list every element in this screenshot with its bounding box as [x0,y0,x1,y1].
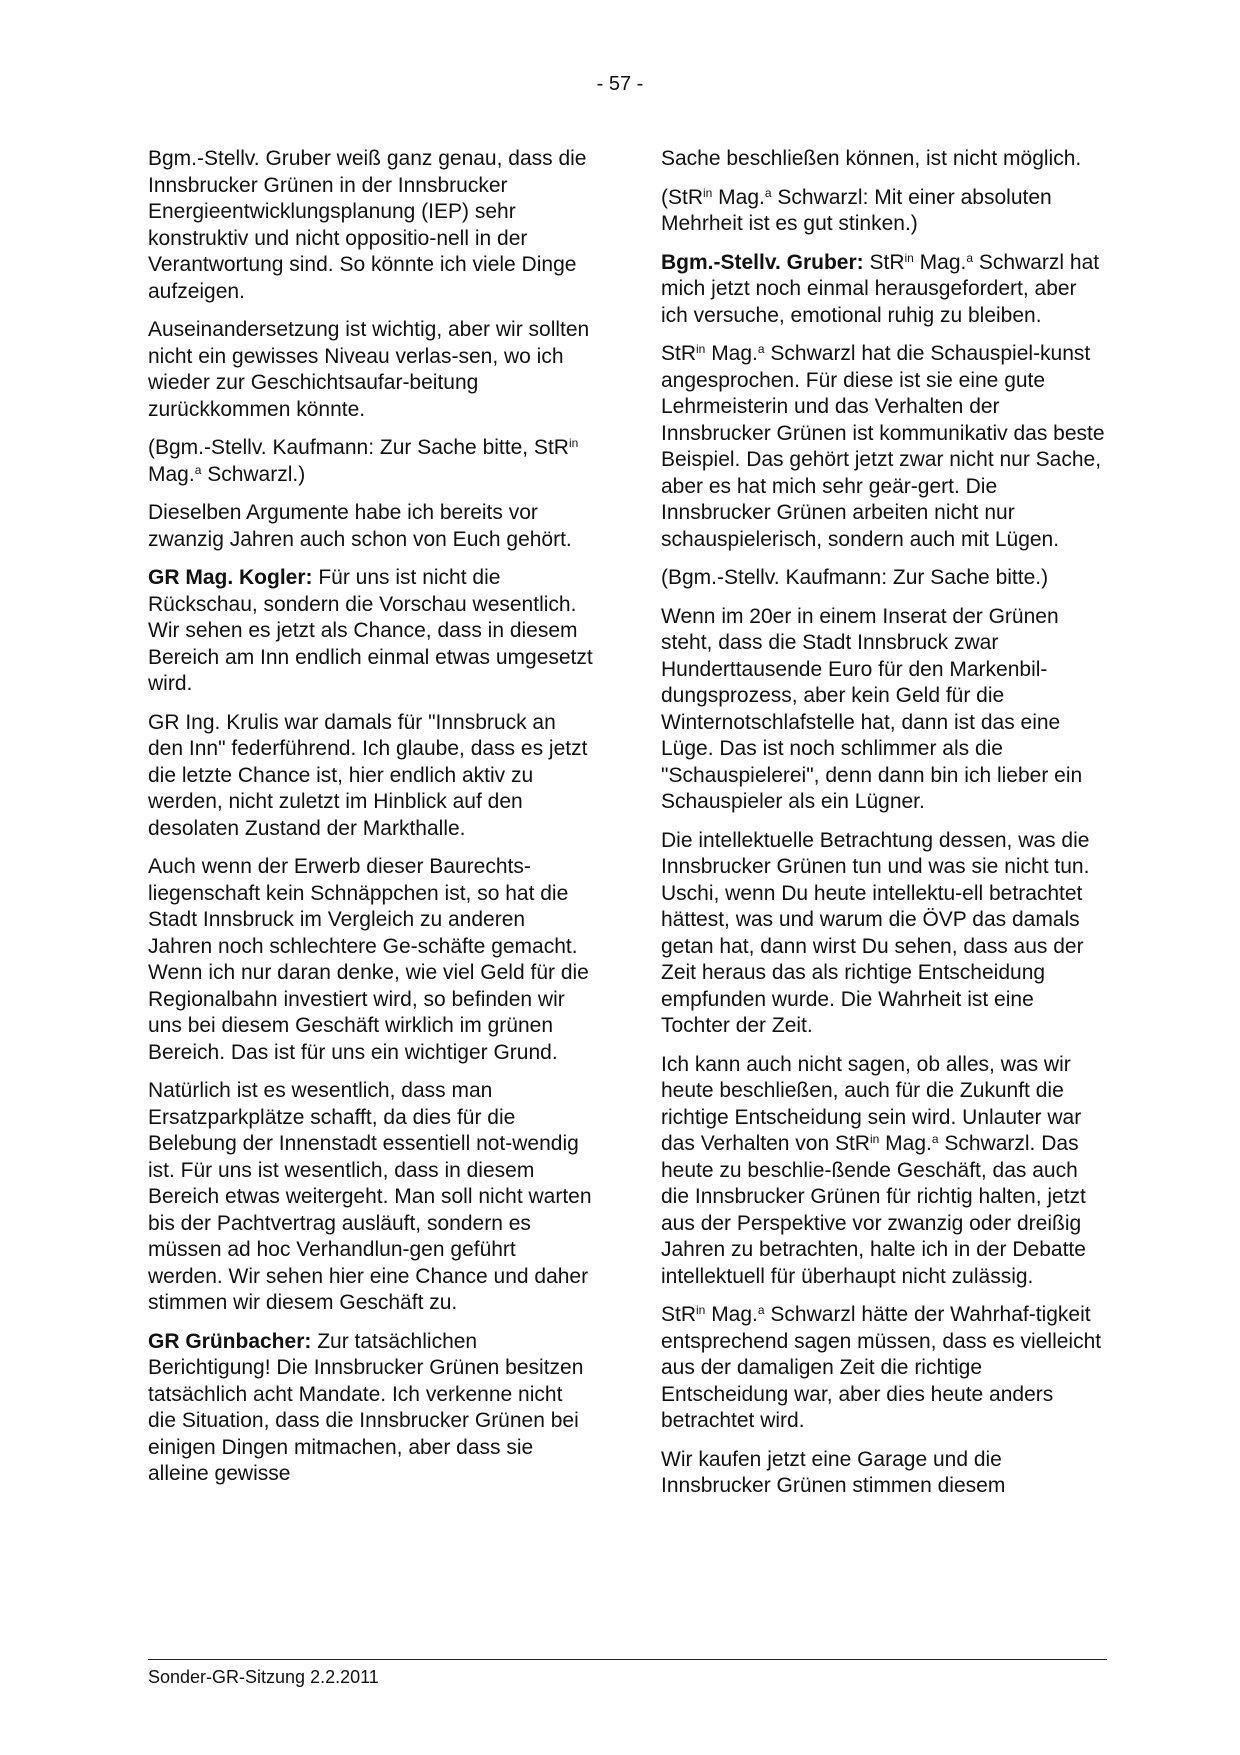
speaker-name: GR Mag. Kogler: [148,566,313,589]
paragraph: Bgm.-Stellv. Gruber weiß ganz genau, dass die Innsbrucker Grünen in der Innsbrucker Energieentwicklungsplanung (IEP) sehr konstruktiv und nicht oppositio-nell in der Verantwortung sind. So könnte ich viele Dinge aufzeigen. [148,147,587,303]
speech: GR Grünbacher: Zur tatsächlichen Berichtigung! Die Innsbrucker Grünen besitzen tatsächlich acht Mandate. Ich verkenne nicht die Situation, dass die Innsbrucker Grünen bei einigen Dingen mitmachen, aber dass sie alleine gewisse [148,1329,584,1485]
paragraph: Ich kann auch nicht sagen, ob alles, was wir heute beschließen, auch für die Zukunft die richtige Entscheidung sein wird. Unlauter war das Verhalten von StR$^{in}$ Mag.$^a$ Schwarzl. Das heute zu beschlie-ßende Geschäft, das auch die Innsbrucker Grünen für richtig halten, jetzt aus der Perspektive vor zwanzig oder dreißig Jahren zu betrachten, halte ich in der Debatte intellektuell für überhaupt nicht zulässig. [661,1052,1086,1288]
paragraph: Dieselben Argumente habe ich bereits vor zwanzig Jahren auch schon von Euch gehört. [148,501,572,551]
paragraph: Sache beschließen können, ist nicht möglich. [661,147,1082,170]
interjection: (Bgm.-Stellv. Kaufmann: Zur Sache bitte.) [661,566,1049,589]
paragraph: Wir kaufen jetzt eine Garage und die Innsbrucker Grünen stimmen diesem [661,1447,1006,1497]
footer-text: Sonder-GR-Sitzung 2.2.2011 [148,1667,379,1687]
speaker-name: Bgm.-Stellv. Gruber: [661,250,864,274]
paragraph: GR Ing. Krulis war damals für "Innsbruck an den Inn" federführend. Ich glaube, dass es jetzt die letzte Chance ist, hier endlich aktiv zu werden, nicht zuletzt im Hinblick auf den desolaten Zustand der Markthalle. [148,710,588,840]
right-column [661,146,1107,1512]
paragraph: Auch wenn der Erwerb dieser Baurechts-liegenschaft kein Schnäppchen ist, so hat die Stadt Innsbruck im Vergleich zu anderen Jahren noch schlechtere Ge-schäfte gemacht. Wenn ich nur daran denke, wie viel Geld für die Regionalbahn investiert wird, so befinden wir uns bei diesem Geschäft wirklich im grünen Bereich. Das ist für uns ein wichtiger Grund. [148,855,589,1064]
speech: Bgm.-Stellv. Gruber: StR$^{in}$ Mag.$^a$ Schwarzl hat mich jetzt noch einmal herausgefordert, aber ich versuche, emotional ruhig zu bleiben. [661,250,1100,327]
paragraph: Auseinandersetzung ist wichtig, aber wir sollten nicht ein gewisses Niveau verlas-sen, wo ich wieder zur Geschichtsaufar-beitung zurückkommen könnte. [148,318,590,421]
speaker-name: GR Grünbacher: [148,1329,312,1353]
paragraph: Wenn im 20er in einem Inserat der Grünen steht, dass die Stadt Innsbruck zwar Hunderttausende Euro für den Markenbil-dungsprozess, aber kein Geld für die Winternotschlafstelle hat, dann ist das eine Lüge. Das ist noch schlimmer als die "Schauspielerei", denn dann bin ich lieber ein Schauspieler als ein Lügner. [661,604,1083,813]
paragraph: Natürlich ist es wesentlich, dass man Ersatzparkplätze schafft, da dies für die Belebung der Innenstadt essentiell not-wendig ist. Für uns ist wesentlich, dass in diesem Bereich etwas weitergeht. Man soll nicht warten bis der Pachtvertrag ausläuft, sondern es müssen ad hoc Verhandlun-gen geführt werden. Wir sehen hier eine Chance und daher stimmen wir diesem Geschäft zu. [148,1079,592,1314]
footer-divider [148,1659,1107,1660]
speech: GR Mag. Kogler: Für uns ist nicht die Rückschau, sondern die Vorschau wesentlich. Wir sehen es jetzt als Chance, dass in diesem Bereich am Inn endlich einmal etwas umgesetzt wird. [148,566,593,695]
paragraph: Die intellektuelle Betrachtung dessen, was die Innsbrucker Grünen tun und was sie nicht tun. Uschi, wenn Du heute intellektu-ell betrachtet hättest, was und warum die ÖVP das damals getan hat, dann wirst Du sehen, dass aus der Zeit heraus das als richtige Entscheidung empfunden wurde. Die Wahrheit ist eine Tochter der Zeit. [661,828,1090,1037]
page-number: - 57 - [596,73,644,95]
interjection: (StR$^{in}$ Mag.$^a$ Schwarzl: Mit einer absoluten Mehrheit ist es gut stinken.) [661,185,1052,235]
left-column [148,146,594,1500]
paragraph: StR$^{in}$ Mag.$^a$ Schwarzl hat die Schauspiel-kunst angesprochen. Für diese ist sie eine gute Lehrmeisterin und das Verhalten der Innsbrucker Grünen ist kommunikativ das beste Beispiel. Das gehört jetzt zwar nicht nur Sache, aber es hat mich sehr geär-gert. Die Innsbrucker Grünen arbeiten nicht nur schauspielerisch, sondern auch mit Lügen. [661,341,1105,551]
paragraph: StR$^{in}$ Mag.$^a$ Schwarzl hätte der Wahrhaf-tigkeit entsprechend sagen müssen, dass es vielleicht aus der damaligen Zeit die richtige Entscheidung war, aber dies heute anders betrachtet wird. [661,1302,1102,1432]
interjection: (Bgm.-Stellv. Kaufmann: Zur Sache bitte, StR$^{in}$ Mag.$^a$ Schwarzl.) [148,435,579,486]
